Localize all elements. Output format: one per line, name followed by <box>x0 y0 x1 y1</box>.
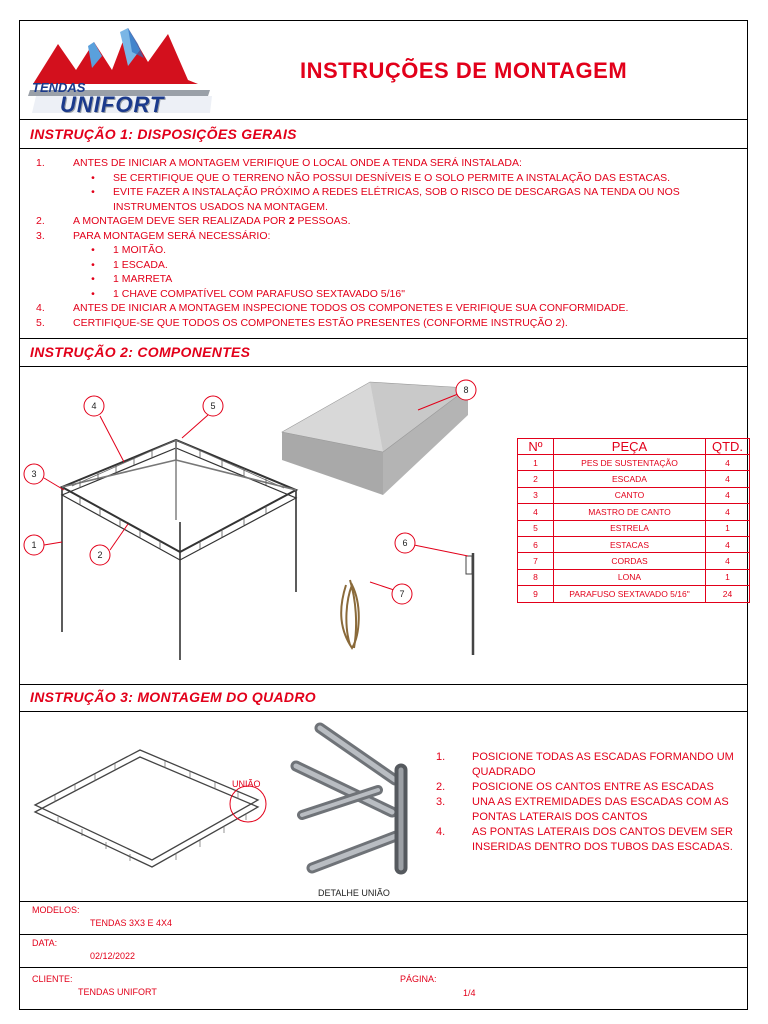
divider <box>19 684 748 685</box>
divider <box>19 901 748 902</box>
bullet-icon: • <box>91 273 95 285</box>
roof-canvas-drawing <box>282 382 468 495</box>
divider <box>19 148 748 149</box>
section3-title: INSTRUÇÃO 3: MONTAGEM DO QUADRO <box>30 689 316 705</box>
modelos-label: MODELOS: <box>32 905 80 915</box>
item-number: 4. <box>436 826 446 838</box>
list-item: • EVITE FAZER A INSTALAÇÃO PRÓXIMO A REDES ELÉTRICAS, SOB O RISCO DE DESCARGAS NA TENDA OU NOS INSTRUMENTOS USADOS NA MONTAGEM. <box>36 185 736 214</box>
logo-text-top: TENDAS <box>32 80 86 95</box>
list-item: 3. UNA AS EXTREMIDADES DAS ESCADAS COM AS PONTAS LATERAIS DOS CANTOS <box>436 796 729 823</box>
item-number: 3. <box>36 229 45 242</box>
item-number: 4. <box>36 302 45 314</box>
cliente-label: CLIENTE: <box>32 974 73 984</box>
logo-text-bottom: UNIFORT <box>60 92 165 117</box>
detail-union-caption: DETALHE UNIÃO <box>318 888 390 898</box>
pagina-label: PÁGINA: <box>400 974 437 984</box>
callout-number: 5 <box>210 401 216 411</box>
divider <box>19 967 748 968</box>
callout-number: 3 <box>31 469 37 479</box>
callout-number: 8 <box>463 385 469 395</box>
item-number: 5. <box>36 316 45 329</box>
table-row: 1 PES DE SUSTENTAÇÃO 4 <box>518 455 750 471</box>
union-highlight-circle <box>230 786 266 822</box>
item-number: 2. <box>36 215 45 227</box>
list-item: • 1 MOITÃO. <box>36 243 736 258</box>
column-header: PEÇA <box>554 439 706 455</box>
data-value: 02/12/2022 <box>90 951 136 961</box>
table-row: 8 LONA 1 <box>518 569 750 585</box>
union-label: UNIÃO <box>232 779 261 789</box>
frame-assembly-illustration <box>20 712 440 900</box>
list-item: 3. PARA MONTAGEM SERÁ NECESSÁRIO: <box>36 229 271 242</box>
list-item: 1. ANTES DE INICIAR A MONTAGEM VERIFIQUE O LOCAL ONDE A TENDA SERÁ INSTALADA: <box>36 157 522 169</box>
cliente-value: TENDAS UNIFORT <box>78 987 157 997</box>
column-header: QTD. <box>706 439 750 455</box>
company-logo <box>28 22 213 117</box>
list-item: 5. CERTIFIQUE-SE QUE TODOS OS COMPONETES ESTÃO PRESENTES (CONFORME INSTRUÇÃO 2). <box>36 316 568 329</box>
components-table <box>517 438 750 603</box>
list-item: • SE CERTIFIQUE QUE O TERRENO NÃO POSSUI DESNÍVEIS E O SOLO PERMITE A INSTALAÇÃO DAS ESTACAS. <box>36 171 736 186</box>
section1-list <box>36 156 736 330</box>
section2-title: INSTRUÇÃO 2: COMPONENTES <box>30 344 251 360</box>
item-number: 1. <box>436 751 446 763</box>
union-detail-drawing <box>296 728 401 868</box>
modelos-value: TENDAS 3X3 E 4X4 <box>90 918 173 928</box>
bullet-icon: • <box>91 287 95 300</box>
square-frame-rungs <box>55 761 246 861</box>
list-item: 2. POSICIONE OS CANTOS ENTRE AS ESCADAS <box>436 781 714 793</box>
callout-number: 1 <box>31 540 37 550</box>
list-item: 4. ANTES DE INICIAR A MONTAGEM INSPECIONE TODOS OS COMPONETES E VERIFIQUE SUA CONFORMIDADE. <box>36 302 629 314</box>
table-row: 9 PARAFUSO SEXTAVADO 5/16" 24 <box>518 586 750 602</box>
bullet-icon: • <box>91 186 95 198</box>
list-item: • 1 CHAVE COMPATÍVEL COM PARAFUSO SEXTAVADO 5/16" <box>36 287 736 302</box>
table-row: 7 CORDAS 4 <box>518 553 750 569</box>
table-row: 3 CANTO 4 <box>518 487 750 503</box>
callout-number: 4 <box>91 401 97 411</box>
divider <box>19 119 748 120</box>
list-item: • 1 MARRETA <box>36 272 736 287</box>
list-item: 4. AS PONTAS LATERAIS DOS CANTOS DEVEM SER INSERIDAS DENTRO DOS TUBOS DAS ESCADAS. <box>436 826 734 853</box>
pagina-value: 1/4 <box>463 988 476 998</box>
table-row: 6 ESTACAS 4 <box>518 536 750 552</box>
stake-drawing <box>466 553 473 655</box>
bullet-icon: • <box>91 244 95 256</box>
section1-title: INSTRUÇÃO 1: DISPOSIÇÕES GERAIS <box>30 126 297 142</box>
list-item: 1. POSICIONE TODAS AS ESCADAS FORMANDO UM QUADRADO <box>436 751 734 778</box>
divider <box>19 934 748 935</box>
item-number: 1. <box>36 157 45 169</box>
table-row: 2 ESCADA 4 <box>518 471 750 487</box>
callout-number: 2 <box>97 550 103 560</box>
page-title: INSTRUÇÕES DE MONTAGEM <box>300 58 628 83</box>
column-header: Nº <box>518 439 554 455</box>
callout-number: 6 <box>402 538 408 548</box>
divider <box>19 338 748 339</box>
square-frame-drawing <box>35 750 258 867</box>
callout-number: 7 <box>399 589 405 599</box>
item-number: 3. <box>436 796 446 808</box>
table-header-row <box>518 439 750 455</box>
table-row: 5 ESTRELA 1 <box>518 520 750 536</box>
list-item: 2. A MONTAGEM DEVE SER REALIZADA POR 2 PESSOAS. <box>36 215 351 227</box>
list-item: • 1 ESCADA. <box>36 258 736 273</box>
table-row: 4 MASTRO DE CANTO 4 <box>518 504 750 520</box>
item-number: 2. <box>436 781 446 793</box>
bullet-icon: • <box>91 171 95 184</box>
data-label: DATA: <box>32 938 58 948</box>
bullet-icon: • <box>91 258 95 271</box>
rope-drawing <box>341 580 359 648</box>
section3-list <box>436 750 746 855</box>
